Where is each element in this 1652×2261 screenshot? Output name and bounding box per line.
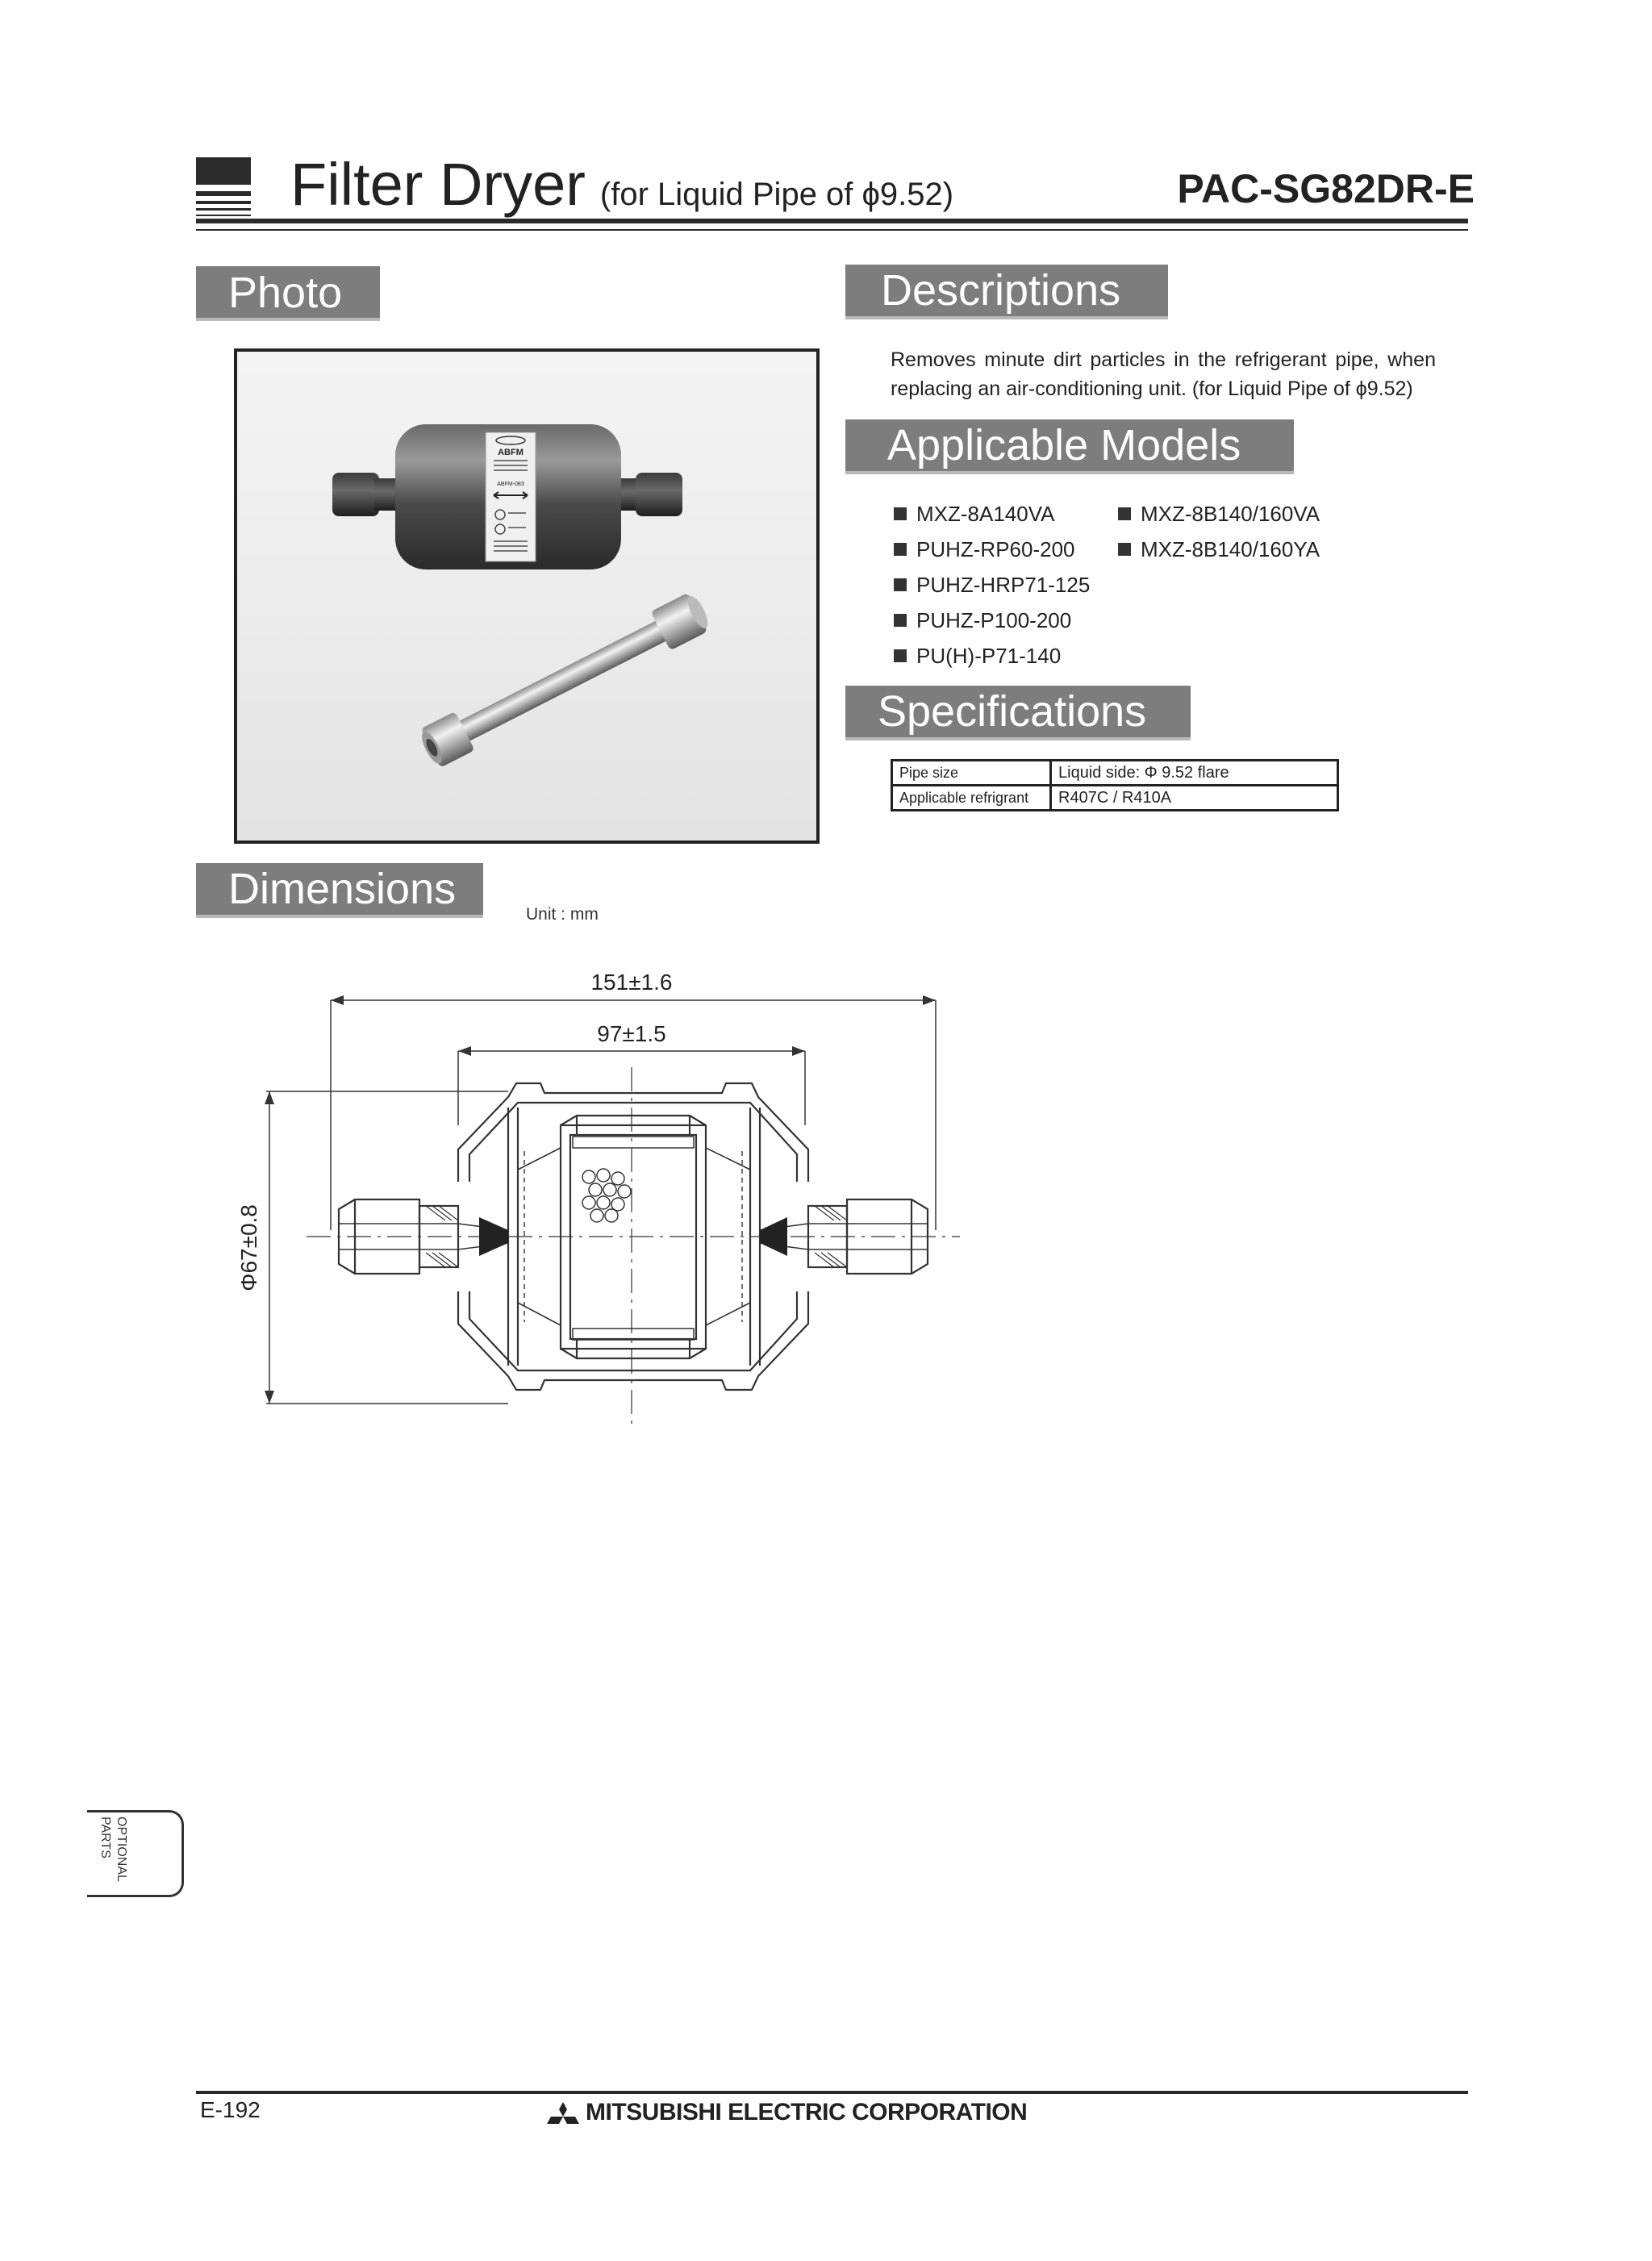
square-bullet-icon [894, 649, 907, 662]
unit-label: Unit : mm [526, 905, 599, 924]
section-dimensions: Dimensions [196, 863, 483, 918]
model-name: MXZ-8A140VA [916, 502, 1055, 526]
title-text: Filter Dryer [290, 151, 586, 218]
spec-key: Pipe size [892, 761, 1051, 786]
model-item [894, 644, 1061, 669]
side-tab-label [48, 1817, 129, 1897]
footer-rule [196, 2091, 1468, 2094]
dimension-drawing [234, 964, 960, 1448]
model-item [894, 608, 1071, 633]
model-name: PU(H)-P71-140 [916, 644, 1062, 668]
square-bullet-icon [1118, 507, 1131, 520]
specifications-table [891, 759, 1339, 811]
mitsubishi-logo-icon [545, 2100, 581, 2130]
table-row [892, 786, 1338, 811]
model-name: PUHZ-RP60-200 [916, 537, 1075, 561]
brand-name: MITSUBISHI ELECTRIC CORPORATION [586, 2099, 1028, 2125]
model-item [894, 537, 1075, 562]
label-model: ABFM-083 [497, 482, 524, 487]
square-bullet-icon [894, 614, 907, 627]
diameter-label: Φ67±0.8 [236, 1204, 261, 1291]
page-title [290, 150, 953, 229]
models-list [894, 502, 1458, 679]
overall-length-label: 151±1.6 [590, 970, 673, 995]
model-item [894, 573, 1090, 598]
filter-dryer-photo [237, 352, 816, 841]
header-rule [196, 219, 1468, 223]
model-item [894, 502, 1054, 527]
section-applicable-models: Applicable Models [845, 419, 1294, 474]
square-bullet-icon [894, 507, 907, 520]
table-row [892, 761, 1338, 786]
section-specifications: Specifications [845, 686, 1191, 740]
spec-value: R407C / R410A [1051, 786, 1338, 811]
section-descriptions: Descriptions [845, 265, 1168, 319]
square-bullet-icon [1118, 543, 1131, 556]
side-tab-line: PARTS [98, 1817, 112, 1858]
body-length-label: 97±1.5 [597, 1021, 666, 1046]
label-brand: ABFM [498, 448, 524, 457]
model-item [1118, 502, 1320, 527]
section-photo: Photo [196, 266, 380, 321]
spec-value: Liquid side: Φ 9.52 flare [1051, 761, 1338, 786]
side-tab-line: OPTIONAL [115, 1817, 128, 1882]
spec-key: Applicable refrigrant [892, 786, 1051, 811]
model-name: MXZ-8B140/160YA [1141, 537, 1320, 561]
header-rule-thin [196, 229, 1468, 231]
model-name: PUHZ-HRP71-125 [916, 573, 1091, 597]
model-name: MXZ-8B140/160VA [1141, 502, 1320, 526]
square-bullet-icon [894, 578, 907, 591]
title-bars-icon [196, 157, 251, 223]
description-text: Removes minute dirt particles in the refrigerant pipe, when replacing an air-conditioning unit. (for Liquid Pipe of ϕ9.52) [891, 348, 1436, 400]
model-item [1118, 537, 1320, 562]
model-name: PUHZ-P100-200 [916, 608, 1072, 632]
square-bullet-icon [894, 543, 907, 556]
product-photo [234, 348, 820, 844]
title-subtitle: (for Liquid Pipe of ϕ9.52) [599, 177, 954, 212]
model-code: PAC-SG82DR-E [1177, 166, 1475, 211]
page-number: E-192 [200, 2097, 261, 2122]
